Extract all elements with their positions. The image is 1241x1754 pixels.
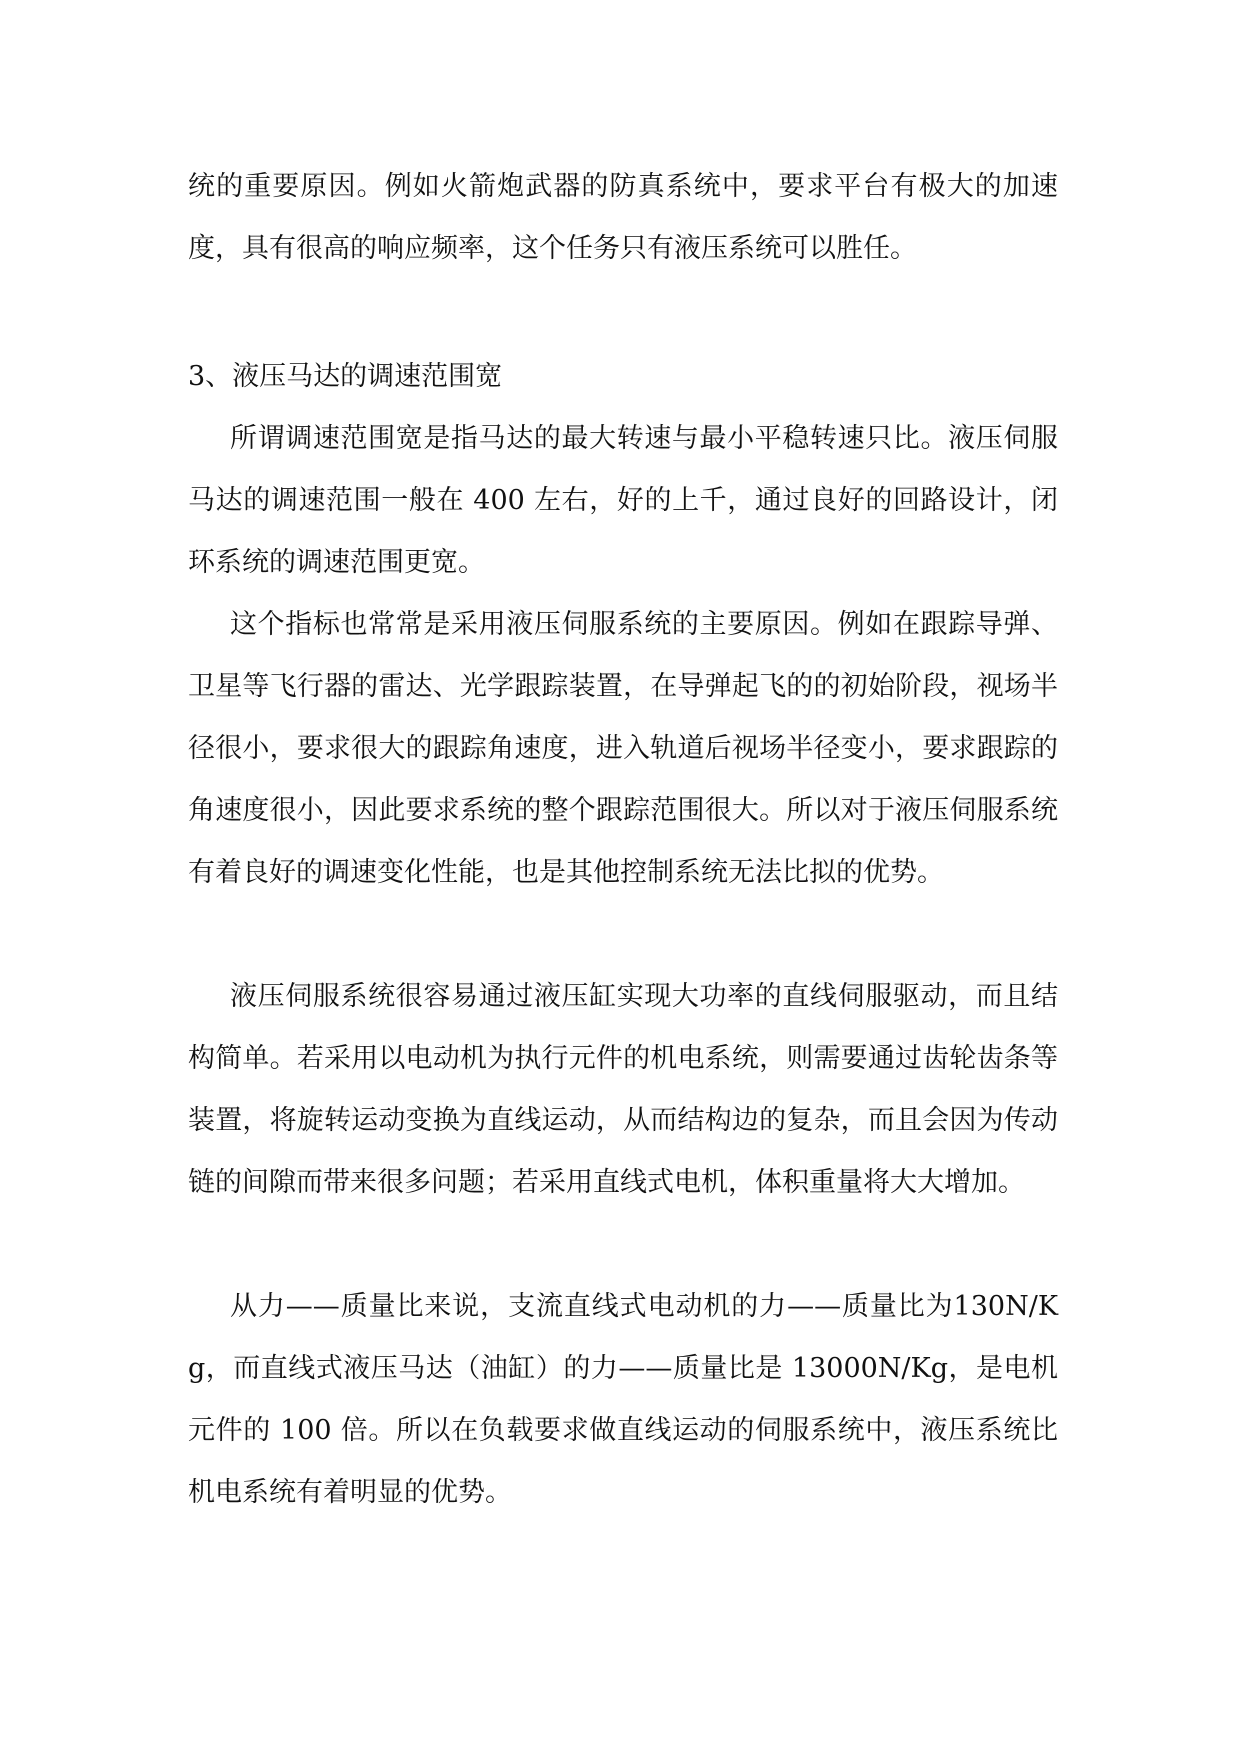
paragraph-text: 从力——质量比来说，支流直线式电动机的力——质量比为130N/Kg，而直线式液压马达（油缸）的力——质量比是 13000N/Kg，是电机元件的 100 倍。所以在负载要求做直线运动的伺服系统中，液压系统比机电系统有着明显的优势。 — [188, 1291, 1058, 1508]
paragraph-text: 液压伺服系统很容易通过液压缸实现大功率的直线伺服驱动，而且结构简单。若采用以电动机为执行元件的机电系统，则需要通过齿轮齿条等装置，将旋转运动变换为直线运动，从而结构边的复杂，而且会因为传动链的间隙而带来很多问题；若采用直线式电机，体积重量将大大增加。 — [188, 981, 1058, 1198]
paragraph-text: 这个指标也常常是采用液压伺服系统的主要原因。例如在跟踪导弹、卫星等飞行器的雷达、光学跟踪装置，在导弹起飞的的初始阶段，视场半径很小，要求很大的跟踪角速度，进入轨道后视场半径变小，要求跟踪的角速度很小，因此要求系统的整个跟踪范围很大。所以对于液压伺服系统有着良好的调速变化性能，也是其他控制系统无法比拟的优势。 — [188, 609, 1058, 888]
paragraph-tracking-application — [188, 594, 1058, 904]
continuation-paragraph — [188, 156, 1058, 280]
paragraph-text: 统的重要原因。例如火箭炮武器的防真系统中，要求平台有极大的加速度，具有很高的响应频率，这个任务只有液压系统可以胜任。 — [188, 171, 1058, 264]
paragraph-text: 所谓调速范围宽是指马达的最大转速与最小平稳转速只比。液压伺服马达的调速范围一般在 400 左右，好的上千，通过良好的回路设计，闭环系统的调速范围更宽。 — [188, 423, 1058, 578]
section-heading — [188, 346, 1058, 408]
section-heading-text: 3、液压马达的调速范围宽 — [188, 361, 503, 392]
paragraph-linear-drive — [188, 966, 1058, 1214]
paragraph-force-mass-ratio — [188, 1276, 1058, 1524]
paragraph-speed-range-definition — [188, 408, 1058, 594]
